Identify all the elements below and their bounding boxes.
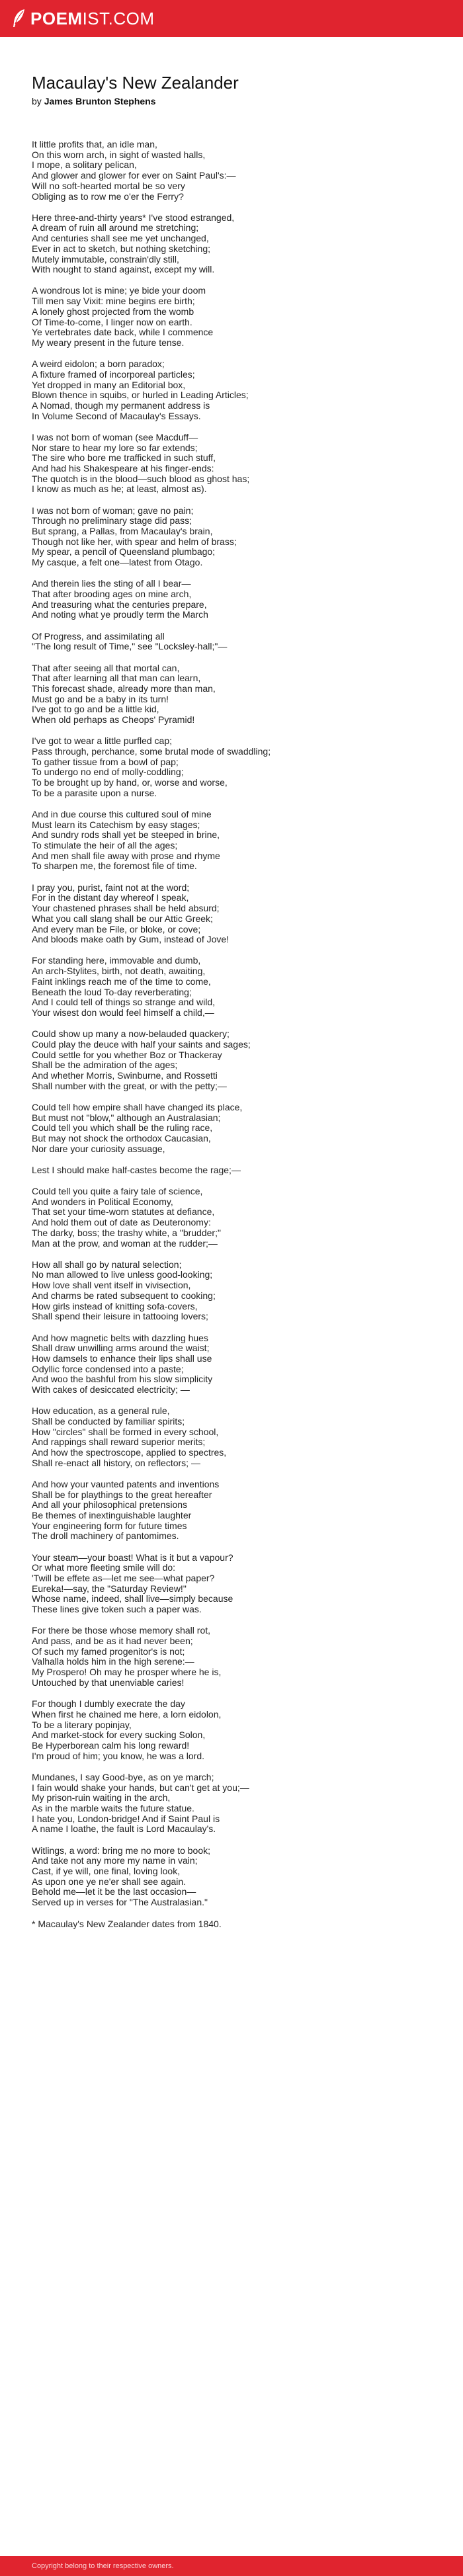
poem-line: No man allowed to live unless good-looking; xyxy=(32,1269,213,1280)
poem-line: I'm proud of him; you know, he was a lord. xyxy=(32,1750,205,1761)
poem-line: Cast, if ye will, one final, loving look, xyxy=(32,1865,181,1876)
poem-line: And treasuring what the centuries prepare, xyxy=(32,599,207,610)
poem-line: Must go and be a baby in its turn! xyxy=(32,693,169,704)
poem-line: I've got to go and be a little kid, xyxy=(32,704,159,715)
poem-line: And wonders in Political Economy, xyxy=(32,1196,173,1207)
stanza xyxy=(32,632,435,652)
poem-line: But must not "blow," although an Australasian; xyxy=(32,1112,221,1123)
poem-line: Ever in act to sketch, but nothing sketching; xyxy=(32,243,211,254)
poem-line: Could play the deuce with half your saints and sages; xyxy=(32,1038,251,1050)
poem-line: The darky, boss; the trashy white, a "brudder;" xyxy=(32,1227,221,1238)
poem-line: Of Progress, and assimilating all xyxy=(32,630,165,642)
poem-line: My prison-ruin waiting in the arch, xyxy=(32,1792,171,1804)
poem-line: Will no soft-hearted mortal be so very xyxy=(32,180,185,191)
poem-line: Ye vertebrates date back, while I commence xyxy=(32,327,214,338)
stanza xyxy=(32,140,435,202)
stanza xyxy=(32,213,435,275)
poem-line: For standing here, immovable and dumb, xyxy=(32,955,201,966)
stanza xyxy=(32,883,435,945)
poem-line: To sharpen me, the foremost file of time. xyxy=(32,860,197,872)
site-footer xyxy=(0,2556,463,2576)
poem-line: Of Time-to-come, I linger now on earth. xyxy=(32,316,192,327)
poem-line: A dream of ruin all around me stretching; xyxy=(32,222,199,233)
poem-line: That set your time-worn statutes at defiance, xyxy=(32,1206,215,1218)
poem-line: To be a parasite upon a nurse. xyxy=(32,787,157,798)
stanza xyxy=(32,506,435,568)
poem-line: Behold me—let it be the last occasion— xyxy=(32,1886,196,1897)
poem-line: For there be those whose memory shall rot, xyxy=(32,1625,211,1636)
poem-line: But sprang, a Pallas, from Macaulay's brain, xyxy=(32,526,213,536)
stanza xyxy=(32,1479,435,1542)
poem-line: In Volume Second of Macaulay's Essays. xyxy=(32,410,201,421)
poem-line: "The long result of Time," see "Locksley-hall;"— xyxy=(32,641,228,652)
poem-line: A lonely ghost projected from the womb xyxy=(32,306,194,317)
poem-line: My spear, a pencil of Queensland plumbago; xyxy=(32,546,216,558)
poem-line: Here three-and-thirty years* I've stood estranged, xyxy=(32,212,235,223)
poem-line: I mope, a solitary pelican, xyxy=(32,159,137,171)
poem-line: And pass, and be as it had never been; xyxy=(32,1636,193,1647)
poem-line: Pass through, perchance, some brutal mode of swaddling; xyxy=(32,745,271,757)
poem-line: Yet dropped in many an Editorial box, xyxy=(32,379,186,390)
poem-line: An arch-Stylites, birth, not death, awaiting, xyxy=(32,966,206,977)
poem-line: To be a literary popinjay, xyxy=(32,1719,132,1730)
poem-body xyxy=(32,140,435,1908)
poem-line: And hold them out of date as Deuteronomy: xyxy=(32,1217,211,1228)
poem-line: For in the distant day whereof I speak, xyxy=(32,892,189,903)
poem-line: With cakes of desiccated electricity; — xyxy=(32,1384,190,1395)
poem-line: And whether Morris, Swinburne, and Rossetti xyxy=(32,1069,218,1081)
poem-line: And centuries shall see me yet unchanged, xyxy=(32,233,209,244)
poem-line: Blown thence in squibs, or hurled in Leading Articles; xyxy=(32,390,249,401)
poem-line: I fain would shake your hands, but can't get at you;— xyxy=(32,1782,249,1793)
stanza xyxy=(32,1260,435,1322)
poem-line: Untouched by that unenviable caries! xyxy=(32,1677,185,1688)
poem-line: The sire who bore me trafficked in such stuff, xyxy=(32,452,216,464)
poem-line: I've got to wear a little purfled cap; xyxy=(32,735,173,747)
poem-line: And market-stock for every sucking Solon, xyxy=(32,1729,206,1741)
poem-line: How education, as a general rule, xyxy=(32,1405,170,1417)
poem-line: Eureka!—say, the "Saturday Review!" xyxy=(32,1583,187,1594)
stanza xyxy=(32,433,435,495)
site-logo[interactable] xyxy=(12,9,155,29)
poem-line: Shall be for playthings to the great hereafter xyxy=(32,1489,212,1500)
poem-line: And glower and glower for ever on Saint Paul's:— xyxy=(32,170,236,181)
poem-line: I know as much as he; at least, almost as). xyxy=(32,483,207,495)
poem-line: And woo the bashful from his slow simplicity xyxy=(32,1374,213,1385)
poem-line: Witlings, a word: bring me no more to book; xyxy=(32,1845,211,1856)
poem-line: Served up in verses for "The Australasian." xyxy=(32,1897,208,1908)
poem-line: And charms be rated subsequent to cooking; xyxy=(32,1290,216,1301)
poem-line: Could settle for you whether Boz or Thackeray xyxy=(32,1049,222,1060)
poem-line: Man at the prow, and woman at the rudder;— xyxy=(32,1237,218,1249)
poem-line: And therein lies the sting of all I bear— xyxy=(32,578,191,589)
poem-line: Be themes of inextinguishable laughter xyxy=(32,1510,192,1521)
poem-byline xyxy=(32,96,435,106)
logo-text: POEMIST.COM xyxy=(30,8,155,28)
poem-line: How girls instead of knitting sofa-covers, xyxy=(32,1300,198,1311)
poem-line: Must learn its Catechism by easy stages; xyxy=(32,819,200,830)
poem-line: Your steam—your boast! What is it but a vapour? xyxy=(32,1552,233,1563)
poem-line: Shall draw unwilling arms around the waist; xyxy=(32,1343,210,1354)
poem-line: I was not born of woman (see Macduff— xyxy=(32,431,198,442)
poem-line: And bloods make oath by Gum, instead of Jove! xyxy=(32,934,230,945)
poem-line: A wondrous lot is mine; ye bide your doom xyxy=(32,285,206,296)
poem-line: Till men say Vixit: mine begins ere birth; xyxy=(32,296,195,307)
poem-line: Valhalla holds him in the high serene:— xyxy=(32,1656,194,1667)
poem-line: I pray you, purist, faint not at the word; xyxy=(32,882,190,893)
stanza xyxy=(32,1846,435,1908)
poem-line: Faint inklings reach me of the time to come, xyxy=(32,976,211,987)
poem-line: Your wisest don would feel himself a child,— xyxy=(32,1007,214,1018)
poem-line: Of such my famed progenitor's is not; xyxy=(32,1645,185,1657)
poem-line: How all shall go by natural selection; xyxy=(32,1259,182,1270)
poem-line: And noting what ye proudly term the March xyxy=(32,609,208,620)
poem-line: A name I loathe, the fault is Lord Macaulay's. xyxy=(32,1823,216,1835)
poem-title: Macaulay's New Zealander xyxy=(32,73,239,93)
poem-line: A weird eidolon; a born paradox; xyxy=(32,358,165,370)
poem-line: Whose name, indeed, shall live—simply because xyxy=(32,1593,233,1604)
poem-line: To undergo no end of molly-coddling; xyxy=(32,767,184,778)
stanza xyxy=(32,359,435,421)
poem-line: A fixture framed of incorporeal particles; xyxy=(32,368,195,380)
poem-line: To be brought up by hand, or, worse and worse, xyxy=(32,777,228,788)
poem-line: And men shall file away with prose and rhyme xyxy=(32,850,220,861)
poem-line: That after learning all that man can learn, xyxy=(32,673,201,684)
poem-line: And how your vaunted patents and inventions xyxy=(32,1478,220,1489)
stanza xyxy=(32,1699,435,1761)
poem-line: With nought to stand against, except my will. xyxy=(32,264,215,275)
poem-line: Shall be conducted by familiar spirits; xyxy=(32,1415,185,1427)
stanza xyxy=(32,1553,435,1615)
poem-line: And sundry rods shall yet be steeped in brine, xyxy=(32,829,220,841)
poem-line: For though I dumbly execrate the day xyxy=(32,1698,185,1710)
poem-line: Odyllic force condensed into a paste; xyxy=(32,1363,184,1374)
stanza xyxy=(32,1406,435,1468)
poem-line: These lines give token such a paper was. xyxy=(32,1604,202,1615)
stanza xyxy=(32,956,435,1018)
stanza xyxy=(32,1029,435,1091)
poem-line: That after brooding ages on mine arch, xyxy=(32,589,192,600)
poem-line: It little profits that, an idle man, xyxy=(32,139,157,149)
poem-line: Could show up many a now-belauded quackery; xyxy=(32,1028,230,1040)
poem-line: A Nomad, though my permanent address is xyxy=(32,399,210,411)
stanza xyxy=(32,1186,435,1249)
stanza xyxy=(32,1333,435,1395)
stanza xyxy=(32,1772,435,1835)
poem-line: Through no preliminary stage did pass; xyxy=(32,515,192,526)
poem-line: Shall number with the great, or with the petty;— xyxy=(32,1080,227,1091)
poem-line: But may not shock the orthodox Caucasian, xyxy=(32,1132,211,1143)
stanza xyxy=(32,579,435,620)
poem-line: Obliging as to row me o'er the Ferry? xyxy=(32,190,184,202)
poem-line: My casque, a felt one—latest from Otago. xyxy=(32,557,203,568)
poem-line: And I could tell of things so strange and wild, xyxy=(32,997,216,1008)
poem-line: And how magnetic belts with dazzling hues xyxy=(32,1332,208,1343)
stanza xyxy=(32,1626,435,1688)
poem-line: The quotch is in the blood—such blood as ghost has; xyxy=(32,473,250,484)
poem-line: And how the spectroscope, applied to spectres, xyxy=(32,1447,227,1458)
stanza xyxy=(32,663,435,726)
poem-line: That after seeing all that mortal can, xyxy=(32,662,180,673)
poem-line: When old perhaps as Cheops' Pyramid! xyxy=(32,714,195,726)
poem-line: Mundanes, I say Good-bye, as on ye march; xyxy=(32,1771,214,1782)
poem-line: As in the marble waits the future statue. xyxy=(32,1802,194,1813)
poem-line: Could tell how empire shall have changed its place, xyxy=(32,1101,243,1112)
poem-line: Shall re-enact all history, on reflectors; — xyxy=(32,1457,200,1468)
stanza xyxy=(32,286,435,348)
author-name[interactable]: James Brunton Stephens xyxy=(44,96,156,106)
poem-line: Mutely immutable, constrain'dly still, xyxy=(32,253,179,265)
footnote: * Macaulay's New Zealander dates from 1840. xyxy=(32,1919,222,1930)
poem-line: Beneath the loud To-day reverberating; xyxy=(32,986,192,997)
poem-line: To stimulate the heir of all the ages; xyxy=(32,840,178,851)
by-prefix: by xyxy=(32,96,42,106)
poem-line: Be Hyperborean calm his long reward! xyxy=(32,1739,190,1751)
poem-line: I was not born of woman; gave no pain; xyxy=(32,505,194,516)
stanza xyxy=(32,1165,435,1176)
poem-line: 'Twill be effete as—let me see—what paper? xyxy=(32,1573,215,1584)
poem-line: Lest I should make half-castes become the rage;— xyxy=(32,1164,241,1175)
poem-line: As upon one ye ne'er shall see again. xyxy=(32,1876,187,1887)
copyright-text: Copyright belong to their respective owners. xyxy=(32,2562,174,2570)
poem-line: And had his Shakespeare at his finger-ends: xyxy=(32,462,214,474)
poem-line: Though not like her, with spear and helm of brass; xyxy=(32,536,237,547)
poem-line: Nor stare to hear my lore so far extends; xyxy=(32,442,198,453)
poem-line: Your chastened phrases shall be held absurd; xyxy=(32,903,220,914)
site-header xyxy=(0,0,463,37)
poem-line: Or what more fleeting smile will do: xyxy=(32,1562,176,1573)
poem-line: How love shall vent itself in vivisection, xyxy=(32,1280,191,1291)
poem-line: The droll machinery of pantomimes. xyxy=(32,1530,179,1542)
poem-line: And rappings shall reward superior merits; xyxy=(32,1436,206,1448)
poem-line: Nor dare your curiosity assuage, xyxy=(32,1143,165,1154)
poem-line: When first he chained me here, a lorn eidolon, xyxy=(32,1708,222,1720)
poem-line: And all your philosophical pretensions xyxy=(32,1499,188,1511)
poem-line: How damsels to enhance their lips shall use xyxy=(32,1352,212,1364)
poem-line: On this worn arch, in sight of wasted halls, xyxy=(32,149,206,160)
poem-line: My Prospero! Oh may he prosper where he is, xyxy=(32,1667,222,1678)
stanza xyxy=(32,810,435,872)
quill-feather-icon xyxy=(12,9,26,28)
poem-line: I hate you, London-bridge! And if Saint Paul is xyxy=(32,1813,220,1824)
poem-line: This forecast shade, already more than man, xyxy=(32,683,216,694)
poem-line: Your engineering form for future times xyxy=(32,1520,187,1531)
poem-line: Could tell you quite a fairy tale of science, xyxy=(32,1186,203,1197)
poem-line: How "circles" shall be formed in every school, xyxy=(32,1426,219,1437)
poem-content xyxy=(32,73,435,1929)
poem-line: Shall be the admiration of the ages; xyxy=(32,1059,178,1071)
stanza xyxy=(32,736,435,798)
poem-line: And take not any more my name in vain; xyxy=(32,1855,198,1866)
poem-line: And in due course this cultured soul of mine xyxy=(32,808,212,819)
poem-line: To gather tissue from a bowl of pap; xyxy=(32,756,179,767)
stanza xyxy=(32,1102,435,1155)
poem-line: Could tell you which shall be the ruling race, xyxy=(32,1122,213,1134)
poem-line: My weary present in the future tense. xyxy=(32,337,185,348)
poem-line: Shall spend their leisure in tattooing lovers; xyxy=(32,1311,208,1322)
poem-line: What you call slang shall be our Attic Greek; xyxy=(32,913,213,924)
poem-line: And every man be File, or bloke, or cove; xyxy=(32,923,201,935)
